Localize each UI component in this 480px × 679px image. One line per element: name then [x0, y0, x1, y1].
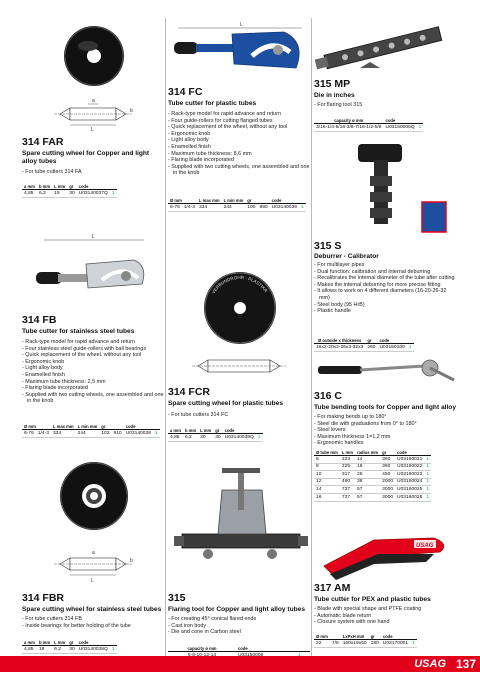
col-header: code [77, 184, 110, 190]
col-header: gr [365, 338, 377, 344]
feature-item: - Maximum tube thickness: 8,6 mm [168, 150, 252, 157]
product-code: 314 FAR [22, 136, 64, 148]
col-header: gr [380, 450, 395, 456]
feature-item: - Blade with special shape and PTFE coating [314, 606, 422, 612]
product-title: Spare cutting wheel for stainless steel tubes [22, 606, 162, 613]
feature-item: - It allows to work on 4 different diameters (16-20-26-32 mm) [314, 288, 447, 301]
product-title: Tube cutter for plastic tubes [168, 100, 257, 107]
col-header: radius mm [356, 450, 379, 455]
feature-item: - Makes the internal deburring for more precise fitting [314, 281, 441, 288]
col-header: b mm [184, 428, 197, 433]
col-header: code [395, 450, 424, 456]
col-header: Ø outside x thickness [314, 338, 365, 344]
col-header: code [124, 424, 153, 430]
col-header: Ø mm [316, 634, 328, 639]
feature-list [168, 111, 310, 177]
label-L: L [91, 127, 94, 132]
feature-item: - Light alloy body [22, 365, 63, 372]
product-code: 314 FBR [22, 592, 65, 604]
col-header: code [377, 338, 406, 344]
feature-item: - For multilayer pipes [314, 262, 365, 268]
product-code: 315 S [314, 240, 342, 252]
table-row: 4,85 6,2 19 30 U03140037Q 1 [24, 190, 115, 196]
feature-item: - Steel body (95 HrB) [314, 301, 365, 308]
product-title: Tube cutter for PEX and plastic tubes [314, 596, 431, 603]
page-footer [0, 656, 480, 672]
feature-item: - Supplied with two cutting wheels, one assembled and one in the knob [168, 163, 310, 177]
table-row: 10 317 25 450 U03160023 1 [316, 471, 430, 477]
feature-item: - Inside bearings for better holding of the tube [22, 622, 131, 629]
spec-table [22, 184, 117, 198]
feature-item: - Four guide-rollers for cutting flanged tubes [168, 117, 273, 124]
table-row: 22 7/8 160x19x50 180 U03170001 1 [316, 640, 415, 646]
feature-item: - Quick replacement of the wheel, without any tool [168, 124, 288, 131]
table-row: 6 223 14 360 U03160021 1 [316, 456, 430, 462]
table-row: 6-76 1/4-3 334 244 100 890 U03140039 1 [170, 204, 304, 210]
col-header: Ø mm [168, 198, 197, 204]
feature-list [22, 169, 164, 176]
cutting-wheel-image [168, 248, 310, 380]
feature-item: - Ergonomic knob [168, 130, 211, 137]
table-row: 12 460 38 2000 U03160024 1 [316, 479, 430, 485]
label-b: b [130, 558, 133, 564]
product-title: Spare cutting wheel for plastic tubes [168, 400, 284, 407]
feature-item: - Enamelled finish [168, 143, 211, 150]
feature-item: - Maximum thickness 1=1,2 mm [314, 433, 391, 440]
spec-table [314, 450, 431, 502]
label-L: L [91, 578, 94, 584]
product-title: Spare cutting wheel for Copper and light alloy tubes [22, 150, 150, 165]
bending-tool-image [314, 352, 458, 386]
feature-item: - Automatic blade return [314, 612, 372, 619]
feature-item: - Enamelled finish [22, 371, 65, 378]
col-header: gr [67, 184, 76, 190]
spec-table [314, 338, 414, 352]
spec-table [22, 424, 160, 438]
feature-item: - Dual function: calibration and internal deburring [314, 268, 431, 275]
feature-item: - Steel levers [314, 427, 346, 434]
col-header: b mm [38, 184, 51, 189]
product-code: 317 AM [314, 582, 351, 594]
drawing-label-L: L [240, 22, 243, 28]
col-header: gr [67, 640, 76, 646]
wheel-drawing [54, 98, 133, 132]
feature-list [22, 339, 164, 405]
product-title: Die in inches [314, 92, 355, 99]
feature-list [314, 606, 458, 626]
col-header: code [223, 428, 256, 434]
table-row: 16x2-20x2-26x3-32x3 260 U03150100 1 [316, 344, 412, 350]
table-row: 3/16-1/4-5/16-3/8-7/16-1/2-5/8 U03150005Q 1 [316, 124, 422, 130]
feature-item: - Light alloy body [168, 137, 209, 144]
feature-item: - For tube cutters 314 FA [22, 169, 82, 175]
feature-item: - Ergonomic handles [314, 440, 364, 447]
spec-table [314, 118, 423, 132]
feature-item: - Die and cone in Carbon steel [168, 629, 241, 636]
col-header: L mm [341, 450, 353, 455]
feature-list [314, 262, 458, 315]
col-header: gr [213, 428, 222, 434]
spec-table [22, 640, 117, 654]
product-title: Tube bending tools for Copper and light alloy [314, 404, 457, 411]
col-header: LxPxH mm [341, 634, 369, 640]
product-code: 315 MP [314, 78, 351, 90]
feature-item: - Supplied with two cutting wheels, one assembled and one in the knob [22, 391, 164, 405]
feature-item: - Recalibrates the internal diameter of the tube after cutting [314, 275, 455, 282]
label-a: a [92, 98, 95, 104]
flaring-tool-image [168, 464, 310, 584]
product-code: 314 FC [168, 86, 203, 98]
table-row: 16 737 57 3000 U03160026 1 [316, 494, 430, 500]
col-header: Ø tube mm [316, 450, 338, 455]
spec-table [314, 634, 417, 648]
deburrer-image [314, 140, 458, 236]
feature-item: - Plastic handle [314, 308, 351, 315]
col-header: a mm [170, 428, 181, 433]
feature-item: - Ergonomic knob [22, 358, 65, 365]
brand-logo: USAG [414, 658, 446, 670]
feature-item: - Rack-type model for rapid advance and return [22, 339, 135, 345]
usag-logo: USAG [416, 543, 434, 549]
feature-item: - Four stainless steel guide-rollers with ball bearings [22, 345, 147, 352]
product-title: Deburrer - Calibrator [314, 253, 379, 260]
label-b: b [130, 108, 133, 114]
col-header: gr [99, 424, 123, 430]
col-header: L min mm [223, 198, 244, 203]
col-header: code [381, 634, 410, 640]
feature-item: - For tube cutters 314 FC [168, 412, 229, 418]
feature-list [314, 414, 458, 447]
col-header: L max mm [198, 198, 220, 203]
pex-cutter-image [314, 530, 458, 580]
table-row: 14 737 57 3000 U03160025 1 [316, 486, 430, 492]
table-row: 4,85 19 6,2 30 U03140038Q 1 [24, 646, 115, 652]
col-header: L mm [54, 184, 66, 189]
col-header: L min mm [77, 424, 98, 429]
col-header: L mm [54, 640, 66, 645]
feature-item: - Quick replacement of the wheel, without any tool [22, 352, 142, 359]
feature-item: - For tube cutters 314 FB [22, 616, 82, 622]
cutting-wheel-image [22, 454, 164, 586]
product-title: Flaring tool for Copper and light alloy tubes [168, 606, 306, 613]
package-image [422, 202, 446, 232]
tube-cutter-image [168, 20, 310, 82]
product-code: 316 C [314, 390, 343, 402]
feature-list [22, 616, 164, 629]
feature-item: - For creating 45° conical flared ends [168, 616, 257, 622]
col-header: capacity ø mm [168, 646, 236, 652]
product-title: Tube cutter for stainless steel tubes [22, 328, 135, 335]
feature-item: - Flaring blade incorporated [22, 385, 88, 392]
col-header: code [384, 118, 417, 124]
col-header: gr [245, 198, 269, 204]
spec-table [168, 428, 263, 442]
tube-cutter-image [22, 230, 164, 298]
col-header: code [270, 198, 299, 204]
wheel-engraving: VERBUNDROHR · PLASTIKR [210, 274, 269, 295]
die-image [314, 22, 458, 72]
col-header: b mm [38, 640, 51, 645]
feature-item: - Maximum tube thickness: 2,5 mm [22, 378, 106, 385]
spec-table [168, 198, 306, 212]
drawing-label-L: L [92, 234, 95, 240]
feature-item: - Flaring blade incorporated [168, 157, 234, 164]
feature-list [314, 102, 458, 109]
feature-item: - Rack-type model for rapid advance and return [168, 111, 281, 117]
feature-item: - For making bends up to 180° [314, 414, 387, 420]
table-row: 8 225 18 360 U03160022 1 [316, 464, 430, 470]
label-a: a [92, 550, 95, 556]
feature-item: - For flaring tool 315 [314, 102, 363, 108]
col-header: a mm [24, 640, 35, 645]
feature-item: - Closure system with one hand [314, 619, 390, 626]
col-header: L mm [200, 428, 212, 433]
cutting-wheel-image [22, 20, 164, 132]
feature-item: - Cast iron body [168, 622, 207, 629]
col-header: code [77, 640, 110, 646]
col-header: L max mm [52, 424, 74, 429]
feature-list [168, 616, 310, 636]
product-code: 314 FCR [168, 386, 211, 398]
col-header: a mm [24, 184, 35, 189]
page-number: 137 [455, 657, 476, 671]
col-header: code [236, 646, 296, 652]
product-code: 314 FB [22, 314, 57, 326]
col-header: Ø mm [22, 424, 51, 430]
product-code: 315 [168, 592, 186, 604]
table-row: 4,85 6,2 30 30 U03140039Q 1 [170, 434, 261, 440]
feature-list [168, 412, 310, 419]
feature-item: - Steel die with graduations from 0° to 180° [314, 420, 417, 427]
table-row: 6-76 1/4-3 334 244 102 910 U03140038 1 [24, 430, 158, 436]
col-header: gr [369, 634, 381, 640]
col-header: capacity ø mm [314, 118, 384, 124]
